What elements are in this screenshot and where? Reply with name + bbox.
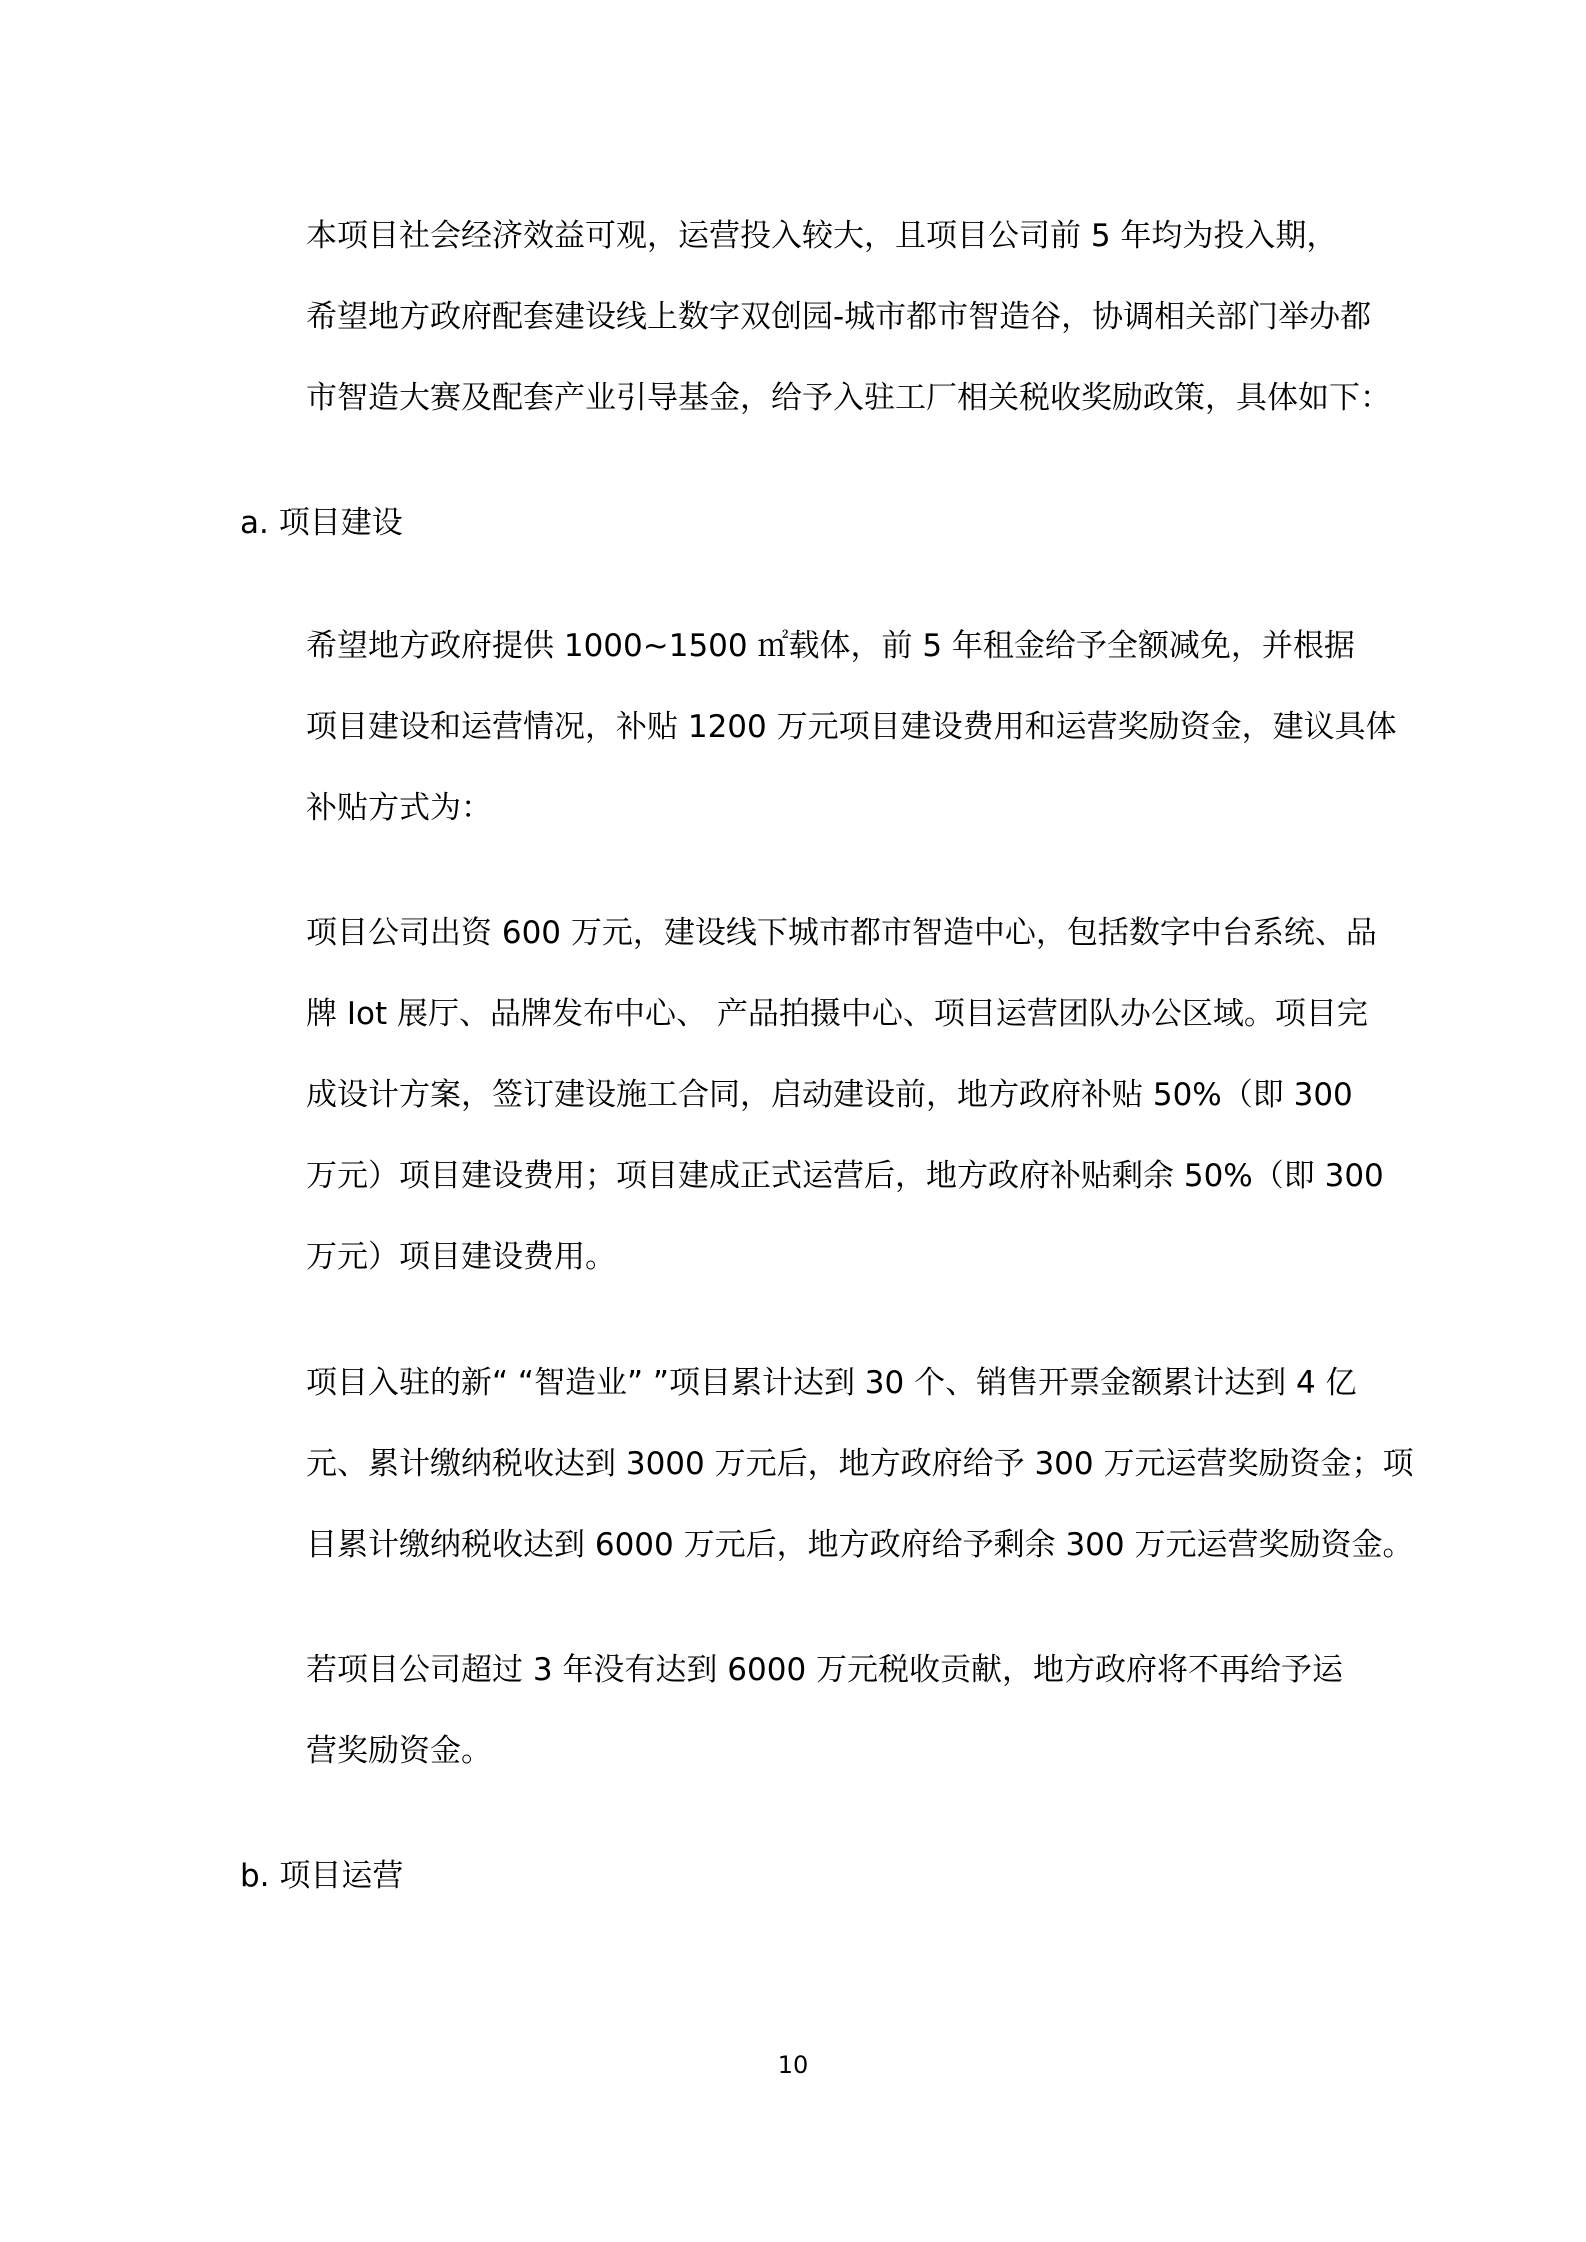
text-line: 万元）项目建设费用；项目建成正式运营后，地方政府补贴剩余 50%（即 300: [306, 1158, 1384, 1194]
text-line: 元、累计缴纳税收达到 3000 万元后，地方政府给予 300 万元运营奖励资金；项: [306, 1446, 1414, 1482]
text-line: 项目入驻的新“ “智造业” ”项目累计达到 30 个、销售开票金额累计达到 4 亿: [306, 1365, 1357, 1401]
text-line: 希望地方政府配套建设线上数字双创园-城市都市智造谷，协调相关部门举办都: [306, 299, 1372, 335]
section-a-heading: a. 项目建设: [240, 505, 403, 541]
text-line: 若项目公司超过 3 年没有达到 6000 万元税收贡献，地方政府将不再给予运: [306, 1652, 1344, 1688]
text-line: 营奖励资金。: [306, 1733, 492, 1769]
text-line: 希望地方政府提供 1000~1500 ㎡载体，前 5 年租金给予全额减免，并根据: [306, 628, 1355, 664]
text-line: 项目公司出资 600 万元，建设线下城市都市智造中心，包括数字中台系统、品: [306, 915, 1377, 951]
text-line: 项目建设和运营情况，补贴 1200 万元项目建设费用和运营奖励资金，建议具体: [306, 709, 1397, 745]
text-line: 市智造大赛及配套产业引导基金，给予入驻工厂相关税收奖励政策，具体如下：: [306, 380, 1391, 416]
text-line: 目累计缴纳税收达到 6000 万元后，地方政府给予剩余 300 万元运营奖励资金。: [306, 1527, 1414, 1563]
text-line: 成设计方案，签订建设施工合同，启动建设前，地方政府补贴 50%（即 300: [306, 1077, 1353, 1113]
text-line: 牌 Iot 展厅、品牌发布中心、 产品拍摄中心、项目运营团队办公区域。项目完: [306, 996, 1368, 1032]
section-b-heading: b. 项目运营: [240, 1858, 404, 1894]
text-line: 本项目社会经济效益可观，运营投入较大，且项目公司前 5 年均为投入期，: [306, 218, 1338, 254]
text-line: 补贴方式为：: [306, 790, 492, 826]
page-number: 10: [777, 2051, 809, 2079]
text-line: 万元）项目建设费用。: [306, 1239, 616, 1275]
